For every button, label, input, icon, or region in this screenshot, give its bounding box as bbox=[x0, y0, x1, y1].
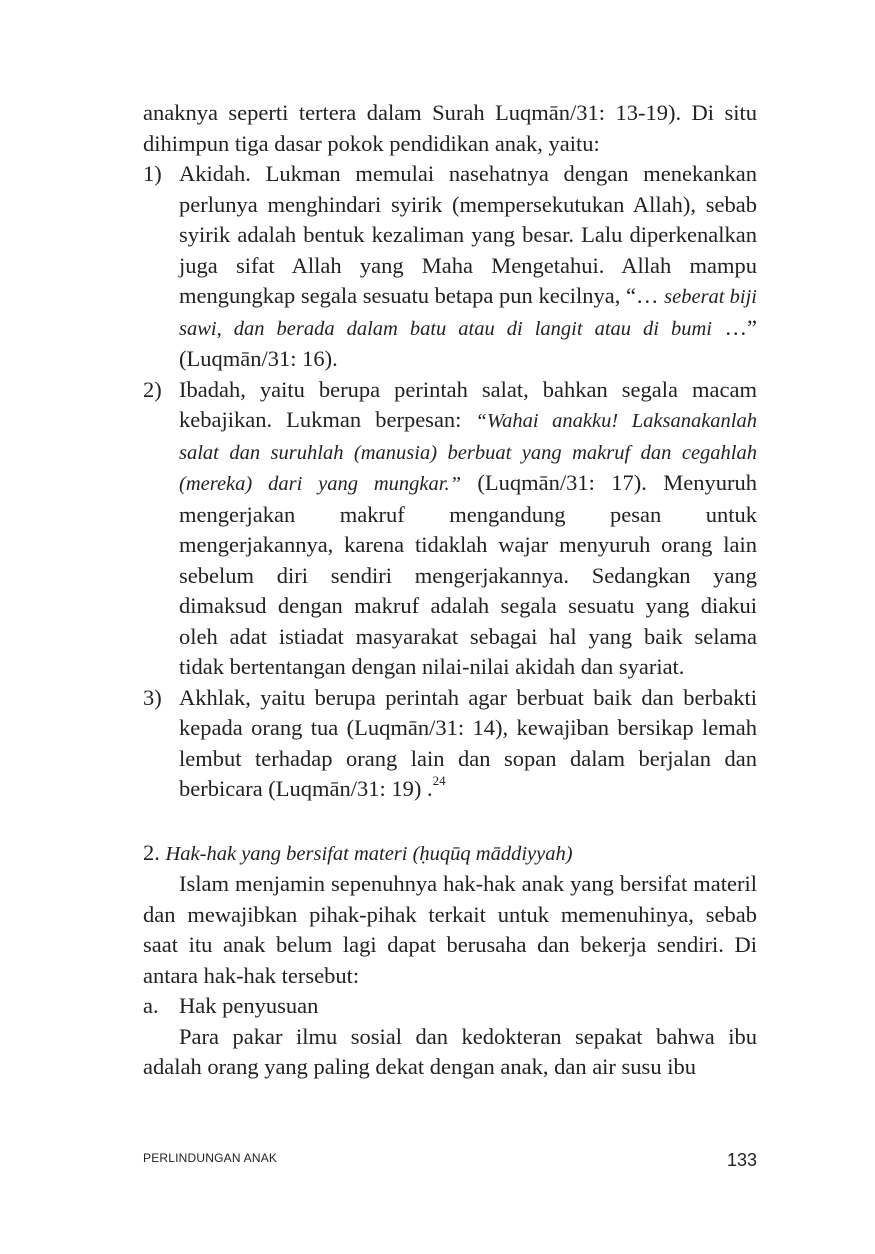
list-text: Akidah. Lukman memulai nasehatnya dengan menekankan perlunya menghindari syirik (mempersekutukan Allah), sebab syirik adalah bentuk kezaliman yang besar. Lalu diperkenalkan juga sifat Allah yang Maha Mengetahui. Allah mampu mengungkap segala sesuatu betapa pun kecilnya, “… seberat biji sawi, dan berada dalam batu atau di langit atau di bumi …” (Luqmān/31: 16). bbox=[179, 161, 757, 371]
page-number: 133 bbox=[726, 1150, 757, 1170]
running-title: PERLINDUNGAN ANAK bbox=[143, 1151, 278, 1165]
list-item bbox=[143, 683, 757, 808]
section-heading: 2. Hak-hak yang bersifat materi (ḥuqūq māddiyyah) bbox=[143, 839, 573, 865]
list-number: 1) bbox=[143, 161, 162, 186]
list-number: 2) bbox=[143, 376, 162, 402]
subsection-heading bbox=[143, 991, 757, 1022]
quote-italic: “Wahai anakku! Laksanakanlah salat dan suruhlah (manusia) berbuat yang makruf dan cegahlah (mereka) dari yang mungkar.” bbox=[179, 410, 758, 495]
quote-italic: seberat biji sawi, dan berada dalam batu atau di langit atau di bumi bbox=[179, 286, 757, 340]
footnote-marker[interactable]: 24 bbox=[432, 773, 446, 788]
list-text: Akhlak, yaitu berupa perintah agar berbuat baik dan berbakti kepada orang tua (Luqmān/31: 14), kewajiban bersikap lemah lembut terhadap orang lain dan sopan dalam berjalan dan berbicara (Luqmān/31: 19) .$^{24}$ bbox=[179, 684, 757, 801]
subsection-letter: a. bbox=[143, 993, 159, 1018]
list-item bbox=[143, 375, 757, 683]
intro-paragraph: anaknya seperti tertera dalam Surah Luqmān/31: 13-19). Di situ dihimpun tiga dasar pokok pendidikan anak, yaitu: bbox=[143, 100, 757, 156]
section-paragraph: Islam menjamin sepenuhnya hak-hak anak yang bersifat materil dan mewajibkan pihak-pihak terkait untuk memenuhinya, sebab saat itu anak belum lagi dapat berusaha dan bekerja sendiri. Di antara hak-hak tersebut: bbox=[143, 871, 757, 988]
principles-list bbox=[143, 159, 757, 808]
subsection-title: Hak penyusuan bbox=[179, 993, 319, 1018]
page-body bbox=[143, 98, 757, 1083]
list-text: Ibadah, yaitu berupa perintah salat, bahkan segala macam kebajikan. Lukman berpesan: “Wahai anakku! Laksanakanlah salat dan suruhlah (manusia) berbuat yang makruf dan cegahlah (mereka) dari yang mungkar.” (Luqmān/31: 17). Menyuruh mengerjakan makruf mengandung pesan untuk mengerjakannya, karena tidaklah wajar menyuruh orang lain sebelum diri sendiri mengerjakannya. Sedangkan yang dimaksud dengan makruf adalah segala sesuatu yang diakui oleh adat istiadat masyarakat sebagai hal yang baik selama tidak bertentangan dengan nilai-nilai akidah dan syariat. bbox=[179, 376, 758, 679]
subsection-paragraph: Para pakar ilmu sosial dan kedokteran sepakat bahwa ibu adalah orang yang paling dekat dengan anak, dan air susu ibu bbox=[143, 1023, 757, 1079]
list-number: 3) bbox=[143, 684, 162, 710]
list-item bbox=[143, 159, 757, 375]
